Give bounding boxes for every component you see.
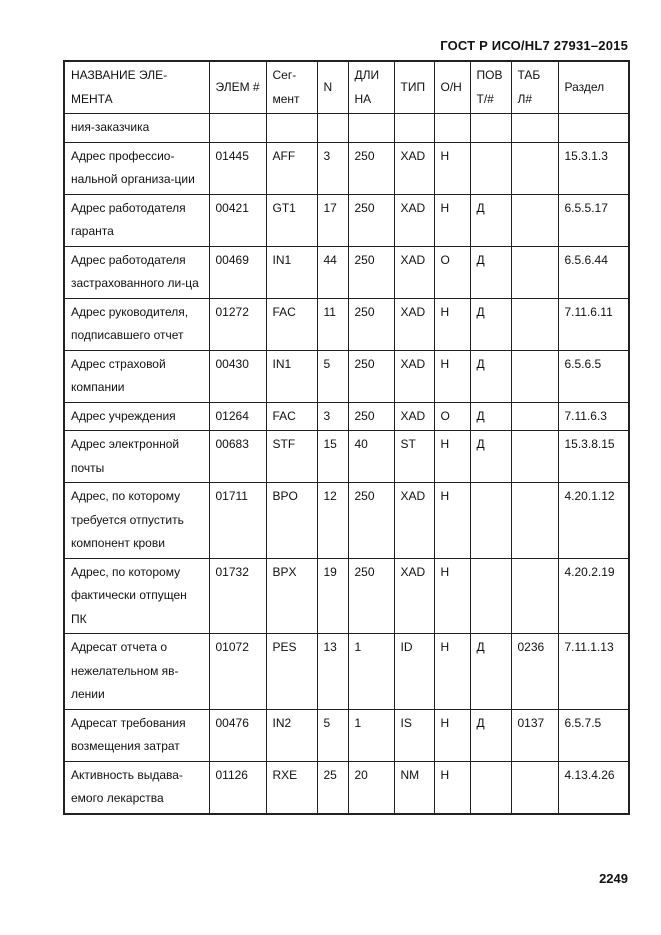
cell-opt: Н — [434, 142, 470, 194]
cell-table — [511, 298, 558, 350]
cell-name: Активность выдава-емого лекарства — [64, 761, 209, 814]
cell-n: 12 — [317, 483, 348, 559]
cell-segment: BPO — [266, 483, 317, 559]
cell-table: 0137 — [511, 709, 558, 761]
cell-section: 4.13.4.26 — [558, 761, 629, 814]
cell-type: ST — [394, 431, 434, 483]
cell-length: 250 — [348, 402, 394, 431]
cell-section: 7.11.1.13 — [558, 634, 629, 710]
cell-section: 6.5.6.5 — [558, 350, 629, 402]
cell-elem: 01732 — [209, 558, 266, 634]
cell-n: 13 — [317, 634, 348, 710]
cell-type: XAD — [394, 142, 434, 194]
cell-segment: STF — [266, 431, 317, 483]
table-row — [64, 114, 629, 143]
cell-elem: 00683 — [209, 431, 266, 483]
cell-segment: GT1 — [266, 194, 317, 246]
cell-type: XAD — [394, 402, 434, 431]
cell-name: Адрес учреждения — [64, 402, 209, 431]
cell-rep: Д — [470, 298, 511, 350]
cell-n — [317, 114, 348, 143]
cell-name: Адрес страховой компании — [64, 350, 209, 402]
cell-length: 1 — [348, 709, 394, 761]
cell-rep: Д — [470, 634, 511, 710]
column-header-elem: ЭЛЕМ # — [209, 61, 266, 114]
column-header-type: ТИП — [394, 61, 434, 114]
cell-section: 6.5.5.17 — [558, 194, 629, 246]
cell-elem: 01445 — [209, 142, 266, 194]
cell-segment: RXE — [266, 761, 317, 814]
cell-n: 5 — [317, 350, 348, 402]
cell-section — [558, 114, 629, 143]
cell-n: 19 — [317, 558, 348, 634]
cell-rep: Д — [470, 709, 511, 761]
table-row — [64, 350, 629, 402]
cell-table — [511, 558, 558, 634]
cell-rep: Д — [470, 350, 511, 402]
cell-name: Адресат отчета о нежелательном яв-лении — [64, 634, 209, 710]
cell-opt: О — [434, 402, 470, 431]
cell-name: ния-заказчика — [64, 114, 209, 143]
column-header-rep: ПОВ Т/# — [470, 61, 511, 114]
cell-type: NM — [394, 761, 434, 814]
cell-section: 4.20.1.12 — [558, 483, 629, 559]
cell-name: Адрес работодателя застрахованного ли-ца — [64, 246, 209, 298]
cell-opt: Н — [434, 709, 470, 761]
table-header-row — [64, 61, 629, 114]
cell-n: 44 — [317, 246, 348, 298]
cell-rep — [470, 142, 511, 194]
column-header-section: Раздел — [558, 61, 629, 114]
cell-opt: Н — [434, 194, 470, 246]
cell-rep — [470, 761, 511, 814]
cell-section: 7.11.6.11 — [558, 298, 629, 350]
cell-length: 250 — [348, 194, 394, 246]
cell-opt — [434, 114, 470, 143]
cell-elem: 00469 — [209, 246, 266, 298]
cell-type: XAD — [394, 246, 434, 298]
cell-n: 17 — [317, 194, 348, 246]
cell-segment: PES — [266, 634, 317, 710]
cell-table — [511, 350, 558, 402]
cell-section: 4.20.2.19 — [558, 558, 629, 634]
cell-name: Адрес электронной почты — [64, 431, 209, 483]
cell-n: 3 — [317, 142, 348, 194]
cell-rep: Д — [470, 402, 511, 431]
table-row — [64, 402, 629, 431]
cell-type: XAD — [394, 350, 434, 402]
cell-table — [511, 142, 558, 194]
column-header-length: ДЛИ НА — [348, 61, 394, 114]
cell-length: 250 — [348, 483, 394, 559]
cell-n: 15 — [317, 431, 348, 483]
cell-segment: FAC — [266, 298, 317, 350]
cell-table — [511, 194, 558, 246]
cell-elem: 00421 — [209, 194, 266, 246]
cell-elem — [209, 114, 266, 143]
cell-type: XAD — [394, 483, 434, 559]
cell-table — [511, 483, 558, 559]
cell-rep: Д — [470, 194, 511, 246]
cell-segment: FAC — [266, 402, 317, 431]
cell-opt: Н — [434, 350, 470, 402]
cell-n: 11 — [317, 298, 348, 350]
cell-segment: IN1 — [266, 246, 317, 298]
cell-name: Адрес профессио-нальной организа-ции — [64, 142, 209, 194]
cell-opt: Н — [434, 558, 470, 634]
cell-name: Адресат требования возмещения затрат — [64, 709, 209, 761]
cell-length: 250 — [348, 298, 394, 350]
cell-segment: IN1 — [266, 350, 317, 402]
table-row — [64, 298, 629, 350]
cell-n: 5 — [317, 709, 348, 761]
table-row — [64, 142, 629, 194]
cell-type: IS — [394, 709, 434, 761]
cell-n: 25 — [317, 761, 348, 814]
cell-length: 40 — [348, 431, 394, 483]
cell-section: 7.11.6.3 — [558, 402, 629, 431]
document-header-title: ГОСТ Р ИСО/HL7 27931–2015 — [440, 38, 628, 53]
cell-table — [511, 761, 558, 814]
cell-length — [348, 114, 394, 143]
column-header-opt: О/Н — [434, 61, 470, 114]
cell-rep: Д — [470, 431, 511, 483]
table-body — [64, 114, 629, 814]
table-row — [64, 431, 629, 483]
cell-opt: Н — [434, 298, 470, 350]
cell-opt: О — [434, 246, 470, 298]
cell-length: 250 — [348, 350, 394, 402]
cell-opt: Н — [434, 761, 470, 814]
cell-opt: Н — [434, 634, 470, 710]
cell-elem: 01126 — [209, 761, 266, 814]
cell-rep — [470, 114, 511, 143]
cell-length: 20 — [348, 761, 394, 814]
table-row — [64, 246, 629, 298]
cell-table — [511, 114, 558, 143]
column-header-segment: Сег-мент — [266, 61, 317, 114]
table-row — [64, 194, 629, 246]
cell-table — [511, 402, 558, 431]
cell-opt: Н — [434, 431, 470, 483]
cell-elem: 01072 — [209, 634, 266, 710]
cell-n: 3 — [317, 402, 348, 431]
table-row — [64, 558, 629, 634]
cell-type: ID — [394, 634, 434, 710]
cell-elem: 01711 — [209, 483, 266, 559]
table-row — [64, 483, 629, 559]
cell-opt: Н — [434, 483, 470, 559]
cell-length: 250 — [348, 142, 394, 194]
cell-name: Адрес, по которому требуется отпустить компонент крови — [64, 483, 209, 559]
table-row — [64, 761, 629, 814]
cell-segment — [266, 114, 317, 143]
column-header-n: N — [317, 61, 348, 114]
column-header-name: НАЗВАНИЕ ЭЛЕ-МЕНТА — [64, 61, 209, 114]
cell-table — [511, 431, 558, 483]
cell-type — [394, 114, 434, 143]
cell-section: 6.5.7.5 — [558, 709, 629, 761]
cell-length: 1 — [348, 634, 394, 710]
cell-name: Адрес, по которому фактически отпущен ПК — [64, 558, 209, 634]
table-row — [64, 634, 629, 710]
cell-type: XAD — [394, 298, 434, 350]
column-header-table: ТАБ Л# — [511, 61, 558, 114]
data-elements-table — [63, 60, 630, 815]
cell-type: XAD — [394, 558, 434, 634]
cell-elem: 01272 — [209, 298, 266, 350]
cell-table: 0236 — [511, 634, 558, 710]
cell-section: 6.5.6.44 — [558, 246, 629, 298]
cell-section: 15.3.8.15 — [558, 431, 629, 483]
cell-name: Адрес работодателя гаранта — [64, 194, 209, 246]
cell-segment: IN2 — [266, 709, 317, 761]
cell-table — [511, 246, 558, 298]
table-row — [64, 709, 629, 761]
cell-rep — [470, 483, 511, 559]
cell-length: 250 — [348, 558, 394, 634]
page-number: 2249 — [599, 871, 628, 886]
cell-section: 15.3.1.3 — [558, 142, 629, 194]
cell-elem: 01264 — [209, 402, 266, 431]
cell-elem: 00430 — [209, 350, 266, 402]
cell-type: XAD — [394, 194, 434, 246]
cell-name: Адрес руководителя, подписавшего отчет — [64, 298, 209, 350]
cell-length: 250 — [348, 246, 394, 298]
cell-segment: BPX — [266, 558, 317, 634]
cell-rep — [470, 558, 511, 634]
cell-rep: Д — [470, 246, 511, 298]
cell-elem: 00476 — [209, 709, 266, 761]
cell-segment: AFF — [266, 142, 317, 194]
